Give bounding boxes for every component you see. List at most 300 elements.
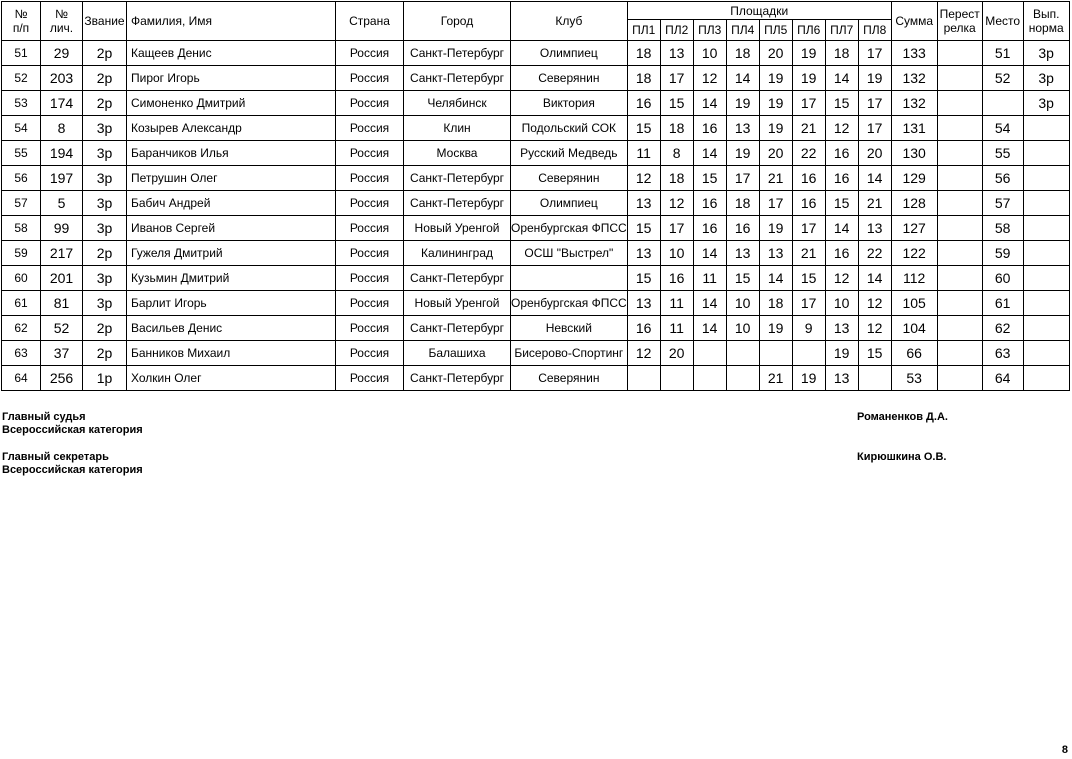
cell-score-site-5: 13 (759, 241, 792, 266)
cell-club: Северянин (511, 166, 628, 191)
cell-club: Северянин (511, 366, 628, 391)
header-sum: Сумма (891, 2, 937, 41)
cell-score-site-8: 12 (858, 316, 891, 341)
cell-score-site-4: 18 (726, 191, 759, 216)
cell-score-site-2: 20 (660, 341, 693, 366)
cell-bib: 256 (41, 366, 83, 391)
cell-score-site-8: 22 (858, 241, 891, 266)
cell-sum: 132 (891, 66, 937, 91)
cell-place: 54 (982, 116, 1023, 141)
cell-club: Подольский СОК (511, 116, 628, 141)
cell-score-site-3: 10 (693, 41, 726, 66)
cell-score-site-2: 8 (660, 141, 693, 166)
cell-city: Санкт-Петербург (404, 366, 511, 391)
cell-place (982, 91, 1023, 116)
cell-sum: 130 (891, 141, 937, 166)
cell-score-site-2 (660, 366, 693, 391)
cell-score-site-6 (792, 341, 825, 366)
table-row (2, 116, 1070, 141)
cell-name: Кузьмин Дмитрий (127, 266, 336, 291)
cell-score-site-2: 13 (660, 41, 693, 66)
cell-norm (1023, 241, 1069, 266)
cell-club: Невский (511, 316, 628, 341)
cell-place: 64 (982, 366, 1023, 391)
cell-score-site-3: 14 (693, 241, 726, 266)
cell-score-site-2: 10 (660, 241, 693, 266)
cell-score-site-6: 21 (792, 241, 825, 266)
chief-secretary-title: Главный секретарь (2, 451, 109, 463)
cell-score-site-2: 18 (660, 166, 693, 191)
table-row (2, 241, 1070, 266)
cell-name: Симоненко Дмитрий (127, 91, 336, 116)
cell-norm (1023, 191, 1069, 216)
cell-score-site-7: 13 (825, 366, 858, 391)
cell-num: 56 (2, 166, 41, 191)
cell-score-site-5: 21 (759, 366, 792, 391)
cell-norm: 3р (1023, 66, 1069, 91)
cell-place: 61 (982, 291, 1023, 316)
cell-score-site-1: 12 (627, 166, 660, 191)
cell-score-site-4 (726, 366, 759, 391)
cell-club: Олимпиец (511, 41, 628, 66)
cell-club: Виктория (511, 91, 628, 116)
cell-score-site-4: 10 (726, 291, 759, 316)
header-rank: Звание (83, 2, 127, 41)
cell-rank: 3р (83, 216, 127, 241)
cell-score-site-3: 14 (693, 291, 726, 316)
cell-score-site-2: 18 (660, 116, 693, 141)
cell-score-site-1: 13 (627, 241, 660, 266)
cell-num: 57 (2, 191, 41, 216)
cell-score-site-4: 13 (726, 116, 759, 141)
cell-sum: 129 (891, 166, 937, 191)
cell-score-site-6: 17 (792, 91, 825, 116)
cell-name: Бабич Андрей (127, 191, 336, 216)
cell-name: Кащеев Денис (127, 41, 336, 66)
cell-bib: 194 (41, 141, 83, 166)
cell-name: Гужеля Дмитрий (127, 241, 336, 266)
cell-score-site-5: 20 (759, 41, 792, 66)
cell-score-site-2: 17 (660, 66, 693, 91)
cell-rank: 2р (83, 241, 127, 266)
table-row (2, 41, 1070, 66)
cell-reweigh (937, 216, 982, 241)
table-header (2, 2, 1070, 41)
cell-score-site-3: 16 (693, 116, 726, 141)
cell-name: Петрушин Олег (127, 166, 336, 191)
cell-club: Олимпиец (511, 191, 628, 216)
cell-name: Холкин Олег (127, 366, 336, 391)
cell-reweigh (937, 241, 982, 266)
chief-secretary-name: Кирюшкина О.В. (857, 451, 947, 463)
cell-city: Санкт-Петербург (404, 266, 511, 291)
cell-rank: 2р (83, 91, 127, 116)
cell-norm (1023, 366, 1069, 391)
cell-bib: 37 (41, 341, 83, 366)
cell-place: 55 (982, 141, 1023, 166)
cell-score-site-3 (693, 341, 726, 366)
cell-rank: 1р (83, 366, 127, 391)
cell-score-site-6: 17 (792, 216, 825, 241)
table-row (2, 166, 1070, 191)
cell-city: Санкт-Петербург (404, 66, 511, 91)
cell-country: Россия (336, 191, 404, 216)
cell-club: Бисерово-Спортинг (511, 341, 628, 366)
cell-place: 62 (982, 316, 1023, 341)
header-site-4: ПЛ4 (726, 20, 759, 41)
cell-name: Банников Михаил (127, 341, 336, 366)
cell-score-site-7: 19 (825, 341, 858, 366)
cell-rank: 2р (83, 316, 127, 341)
cell-score-site-3: 14 (693, 91, 726, 116)
cell-country: Россия (336, 166, 404, 191)
cell-score-site-8: 13 (858, 216, 891, 241)
cell-city: Санкт-Петербург (404, 41, 511, 66)
cell-score-site-3: 14 (693, 316, 726, 341)
cell-sum: 128 (891, 191, 937, 216)
cell-score-site-6: 19 (792, 41, 825, 66)
cell-score-site-7: 15 (825, 191, 858, 216)
cell-score-site-3: 14 (693, 141, 726, 166)
cell-rank: 2р (83, 341, 127, 366)
header-sites-group: Площадки (627, 2, 891, 20)
cell-city: Санкт-Петербург (404, 166, 511, 191)
cell-score-site-8: 12 (858, 291, 891, 316)
cell-score-site-6: 9 (792, 316, 825, 341)
cell-place: 57 (982, 191, 1023, 216)
cell-sum: 132 (891, 91, 937, 116)
table-row (2, 291, 1070, 316)
cell-city: Москва (404, 141, 511, 166)
cell-bib: 99 (41, 216, 83, 241)
header-site-3: ПЛ3 (693, 20, 726, 41)
cell-score-site-4: 15 (726, 266, 759, 291)
cell-score-site-5: 19 (759, 66, 792, 91)
cell-city: Новый Уренгой (404, 291, 511, 316)
cell-num: 52 (2, 66, 41, 91)
cell-city: Челябинск (404, 91, 511, 116)
cell-reweigh (937, 366, 982, 391)
cell-rank: 3р (83, 191, 127, 216)
cell-score-site-6: 16 (792, 166, 825, 191)
cell-reweigh (937, 166, 982, 191)
header-site-2: ПЛ2 (660, 20, 693, 41)
cell-score-site-1: 15 (627, 116, 660, 141)
table-row (2, 91, 1070, 116)
cell-country: Россия (336, 266, 404, 291)
cell-score-site-6: 16 (792, 191, 825, 216)
cell-norm (1023, 341, 1069, 366)
header-site-8: ПЛ8 (858, 20, 891, 41)
cell-bib: 5 (41, 191, 83, 216)
header-country: Страна (336, 2, 404, 41)
cell-score-site-7: 15 (825, 91, 858, 116)
cell-score-site-5: 18 (759, 291, 792, 316)
cell-score-site-3: 16 (693, 216, 726, 241)
cell-num: 51 (2, 41, 41, 66)
cell-reweigh (937, 191, 982, 216)
cell-score-site-7: 18 (825, 41, 858, 66)
header-name: Фамилия, Имя (127, 2, 336, 41)
cell-city: Новый Уренгой (404, 216, 511, 241)
cell-bib: 29 (41, 41, 83, 66)
cell-score-site-4 (726, 341, 759, 366)
cell-sum: 131 (891, 116, 937, 141)
cell-country: Россия (336, 366, 404, 391)
header-site-1: ПЛ1 (627, 20, 660, 41)
cell-reweigh (937, 266, 982, 291)
header-num: № п/п (2, 2, 41, 41)
header-site-5: ПЛ5 (759, 20, 792, 41)
cell-score-site-4: 16 (726, 216, 759, 241)
chief-judge-category: Всероссийская категория (2, 424, 143, 436)
table-row (2, 191, 1070, 216)
table-row (2, 266, 1070, 291)
cell-rank: 3р (83, 291, 127, 316)
cell-score-site-4: 18 (726, 41, 759, 66)
header-site-7: ПЛ7 (825, 20, 858, 41)
cell-sum: 53 (891, 366, 937, 391)
cell-score-site-5: 17 (759, 191, 792, 216)
cell-num: 58 (2, 216, 41, 241)
cell-sum: 104 (891, 316, 937, 341)
cell-country: Россия (336, 341, 404, 366)
cell-num: 53 (2, 91, 41, 116)
cell-country: Россия (336, 91, 404, 116)
cell-rank: 3р (83, 116, 127, 141)
cell-rank: 2р (83, 41, 127, 66)
header-reweigh: Перест релка (937, 2, 982, 41)
cell-score-site-5: 21 (759, 166, 792, 191)
cell-score-site-2: 16 (660, 266, 693, 291)
cell-rank: 3р (83, 166, 127, 191)
cell-reweigh (937, 291, 982, 316)
cell-score-site-6: 19 (792, 366, 825, 391)
cell-club: Северянин (511, 66, 628, 91)
cell-score-site-8: 19 (858, 66, 891, 91)
cell-score-site-4: 14 (726, 66, 759, 91)
cell-norm (1023, 291, 1069, 316)
table-row (2, 316, 1070, 341)
cell-score-site-4: 13 (726, 241, 759, 266)
cell-num: 59 (2, 241, 41, 266)
cell-score-site-1: 18 (627, 41, 660, 66)
cell-city: Клин (404, 116, 511, 141)
cell-num: 60 (2, 266, 41, 291)
cell-reweigh (937, 91, 982, 116)
cell-score-site-5: 19 (759, 316, 792, 341)
cell-rank: 3р (83, 141, 127, 166)
cell-num: 61 (2, 291, 41, 316)
cell-city: Балашиха (404, 341, 511, 366)
cell-sum: 112 (891, 266, 937, 291)
cell-score-site-1 (627, 366, 660, 391)
cell-place: 63 (982, 341, 1023, 366)
cell-score-site-2: 11 (660, 291, 693, 316)
cell-reweigh (937, 316, 982, 341)
cell-score-site-5: 20 (759, 141, 792, 166)
cell-score-site-8: 17 (858, 41, 891, 66)
cell-bib: 52 (41, 316, 83, 341)
cell-reweigh (937, 141, 982, 166)
table-row (2, 66, 1070, 91)
cell-country: Россия (336, 66, 404, 91)
cell-num: 64 (2, 366, 41, 391)
cell-norm (1023, 141, 1069, 166)
cell-bib: 174 (41, 91, 83, 116)
cell-sum: 105 (891, 291, 937, 316)
cell-club: Русский Медведь (511, 141, 628, 166)
table-row (2, 341, 1070, 366)
cell-score-site-6: 22 (792, 141, 825, 166)
cell-club (511, 266, 628, 291)
header-club: Клуб (511, 2, 628, 41)
cell-score-site-7: 16 (825, 141, 858, 166)
cell-score-site-7: 10 (825, 291, 858, 316)
cell-country: Россия (336, 116, 404, 141)
cell-rank: 2р (83, 66, 127, 91)
cell-country: Россия (336, 141, 404, 166)
cell-score-site-7: 16 (825, 241, 858, 266)
cell-score-site-7: 12 (825, 266, 858, 291)
cell-place: 56 (982, 166, 1023, 191)
cell-place: 52 (982, 66, 1023, 91)
cell-score-site-2: 15 (660, 91, 693, 116)
cell-country: Россия (336, 41, 404, 66)
cell-score-site-7: 13 (825, 316, 858, 341)
cell-norm: 3р (1023, 41, 1069, 66)
header-bib: № лич. (41, 2, 83, 41)
cell-norm: 3р (1023, 91, 1069, 116)
cell-country: Россия (336, 241, 404, 266)
cell-score-site-2: 11 (660, 316, 693, 341)
cell-score-site-8 (858, 366, 891, 391)
cell-score-site-5: 19 (759, 216, 792, 241)
cell-reweigh (937, 116, 982, 141)
table-row (2, 216, 1070, 241)
cell-norm (1023, 316, 1069, 341)
cell-sum: 127 (891, 216, 937, 241)
cell-score-site-2: 17 (660, 216, 693, 241)
cell-place: 51 (982, 41, 1023, 66)
chief-secretary-category: Всероссийская категория (2, 464, 143, 476)
cell-bib: 81 (41, 291, 83, 316)
cell-place: 59 (982, 241, 1023, 266)
cell-score-site-1: 11 (627, 141, 660, 166)
cell-score-site-8: 14 (858, 266, 891, 291)
cell-bib: 217 (41, 241, 83, 266)
header-city: Город (404, 2, 511, 41)
cell-reweigh (937, 41, 982, 66)
cell-score-site-4: 19 (726, 141, 759, 166)
cell-score-site-7: 12 (825, 116, 858, 141)
cell-norm (1023, 116, 1069, 141)
cell-score-site-4: 10 (726, 316, 759, 341)
cell-club: Оренбургская ФПСС (511, 216, 628, 241)
cell-score-site-8: 17 (858, 116, 891, 141)
cell-score-site-6: 17 (792, 291, 825, 316)
cell-score-site-6: 15 (792, 266, 825, 291)
cell-score-site-1: 12 (627, 341, 660, 366)
cell-score-site-5 (759, 341, 792, 366)
table-row (2, 141, 1070, 166)
cell-reweigh (937, 66, 982, 91)
cell-bib: 8 (41, 116, 83, 141)
cell-sum: 122 (891, 241, 937, 266)
cell-country: Россия (336, 291, 404, 316)
cell-sum: 66 (891, 341, 937, 366)
page-number: 8 (1061, 744, 1068, 756)
cell-score-site-4: 17 (726, 166, 759, 191)
cell-score-site-1: 13 (627, 291, 660, 316)
cell-norm (1023, 266, 1069, 291)
chief-judge-title: Главный судья (2, 411, 86, 423)
cell-bib: 201 (41, 266, 83, 291)
cell-score-site-8: 15 (858, 341, 891, 366)
header-site-6: ПЛ6 (792, 20, 825, 41)
cell-num: 63 (2, 341, 41, 366)
cell-score-site-3: 15 (693, 166, 726, 191)
cell-score-site-5: 14 (759, 266, 792, 291)
cell-score-site-5: 19 (759, 91, 792, 116)
cell-score-site-2: 12 (660, 191, 693, 216)
cell-club: Оренбургская ФПСС (511, 291, 628, 316)
cell-score-site-8: 17 (858, 91, 891, 116)
cell-num: 62 (2, 316, 41, 341)
cell-score-site-1: 16 (627, 316, 660, 341)
cell-name: Баранчиков Илья (127, 141, 336, 166)
cell-num: 55 (2, 141, 41, 166)
cell-score-site-3: 11 (693, 266, 726, 291)
cell-score-site-1: 15 (627, 266, 660, 291)
results-table (1, 1, 1070, 391)
cell-score-site-7: 14 (825, 216, 858, 241)
cell-city: Санкт-Петербург (404, 316, 511, 341)
cell-score-site-5: 19 (759, 116, 792, 141)
cell-score-site-8: 21 (858, 191, 891, 216)
cell-score-site-1: 13 (627, 191, 660, 216)
header-norm: Вып. норма (1023, 2, 1069, 41)
cell-score-site-7: 16 (825, 166, 858, 191)
cell-score-site-4: 19 (726, 91, 759, 116)
cell-num: 54 (2, 116, 41, 141)
header-place: Место (982, 2, 1023, 41)
cell-score-site-1: 15 (627, 216, 660, 241)
cell-rank: 3р (83, 266, 127, 291)
cell-country: Россия (336, 216, 404, 241)
cell-bib: 203 (41, 66, 83, 91)
cell-score-site-3: 16 (693, 191, 726, 216)
cell-norm (1023, 166, 1069, 191)
cell-name: Барлит Игорь (127, 291, 336, 316)
cell-name: Пирог Игорь (127, 66, 336, 91)
cell-score-site-8: 14 (858, 166, 891, 191)
cell-score-site-6: 19 (792, 66, 825, 91)
cell-name: Иванов Сергей (127, 216, 336, 241)
cell-score-site-8: 20 (858, 141, 891, 166)
cell-sum: 133 (891, 41, 937, 66)
table-row (2, 366, 1070, 391)
cell-norm (1023, 216, 1069, 241)
cell-country: Россия (336, 316, 404, 341)
cell-score-site-6: 21 (792, 116, 825, 141)
chief-judge-name: Романенков Д.А. (857, 411, 948, 423)
cell-score-site-1: 16 (627, 91, 660, 116)
table-body (2, 41, 1070, 391)
cell-score-site-3 (693, 366, 726, 391)
cell-score-site-3: 12 (693, 66, 726, 91)
cell-score-site-7: 14 (825, 66, 858, 91)
